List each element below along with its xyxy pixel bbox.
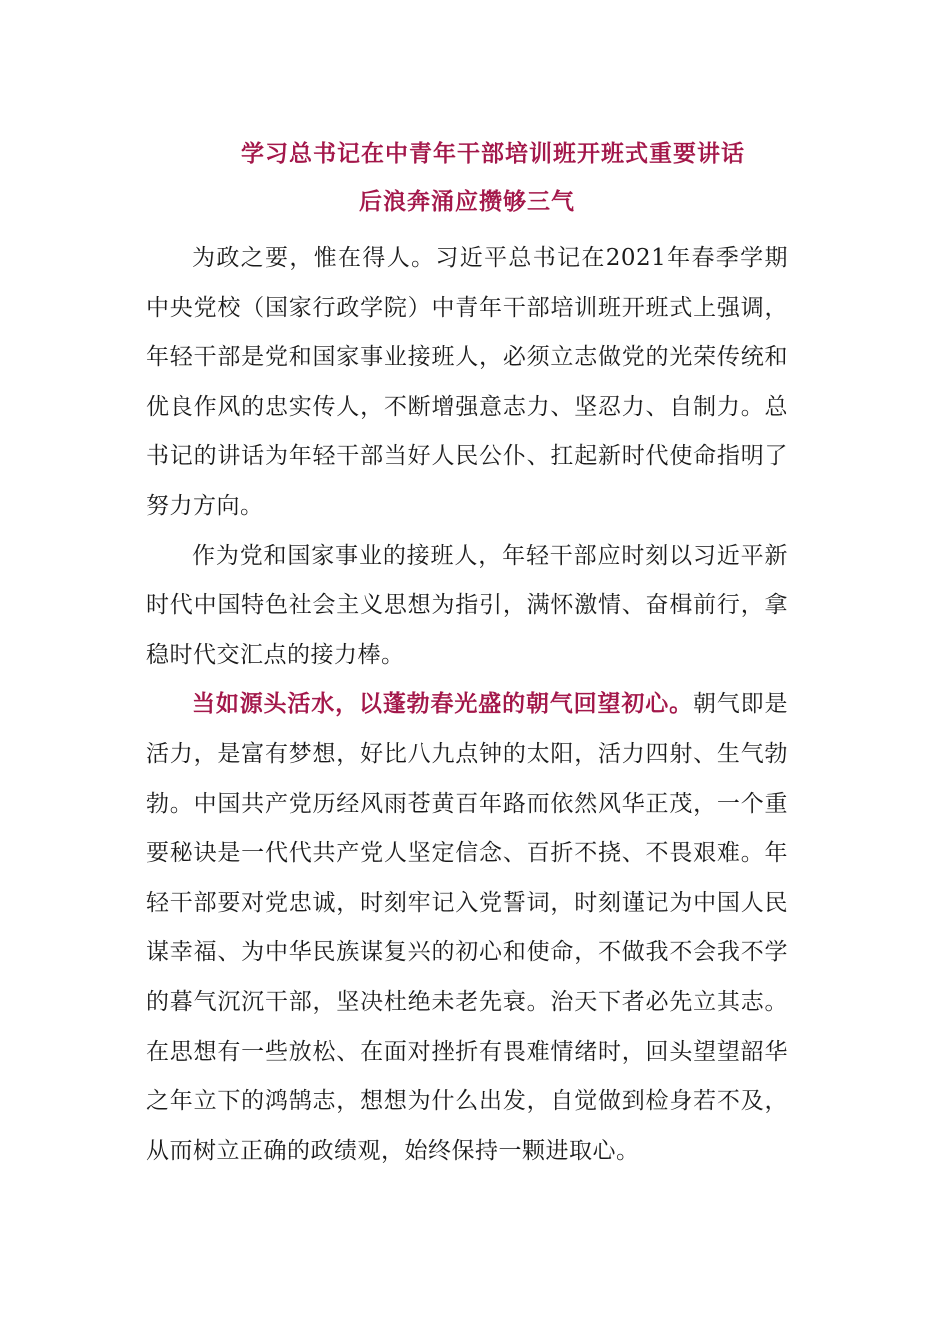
- paragraph-2-text: 作为党和国家事业的接班人，年轻干部应时刻以习近平新时代中国特色社会主义思想为指引，满怀激情、奋楫前行，拿稳时代交汇点的接力棒。: [146, 542, 788, 668]
- document-title-line2: 后浪奔涌应攒够三气: [359, 189, 575, 215]
- document-page: [146, 128, 788, 1176]
- paragraph-3-text: 朝气即是活力，是富有梦想，好比八九点钟的太阳，活力四射、生气勃勃。中国共产党历经风雨苍黄百年路而依然风华正茂，一个重要秘诀是一代代共产党人坚定信念、百折不挠、不畏艰难。年轻干部要对党忠诚，时刻牢记入党誓词，时刻谨记为中国人民谋幸福、为中华民族谋复兴的初心和使命，不做我不会我不学的暮气沉沉干部，坚决杜绝未老先衰。治天下者必先立其志。在思想有一些放松、在面对挫折有畏难情绪时，回头望望韶华之年立下的鸿鹄志，想想为什么出发，自觉做到检身若不及，从而树立正确的政绩观，始终保持一颗进取心。: [146, 691, 789, 1164]
- paragraph-3: [146, 680, 788, 1176]
- paragraph-1: [146, 234, 788, 532]
- paragraph-2: [146, 532, 788, 681]
- paragraph-3-emphasis: 当如源头活水，以蓬勃春光盛的朝气回望初心。: [192, 691, 693, 718]
- document-body: [146, 234, 788, 1176]
- document-title-line1: 学习总书记在中青年干部培训班开班式重要讲话: [241, 141, 745, 167]
- paragraph-1-text: 为政之要，惟在得人。习近平总书记在2021年春季学期中央党校（国家行政学院）中青年干部培训班开班式上强调，年轻干部是党和国家事业接班人，必须立志做党的光荣传统和优良作风的忠实传人，不断增强意志力、坚忍力、自制力。总书记的讲话为年轻干部当好人民公仆、扛起新时代使命指明了努力方向。: [146, 245, 788, 519]
